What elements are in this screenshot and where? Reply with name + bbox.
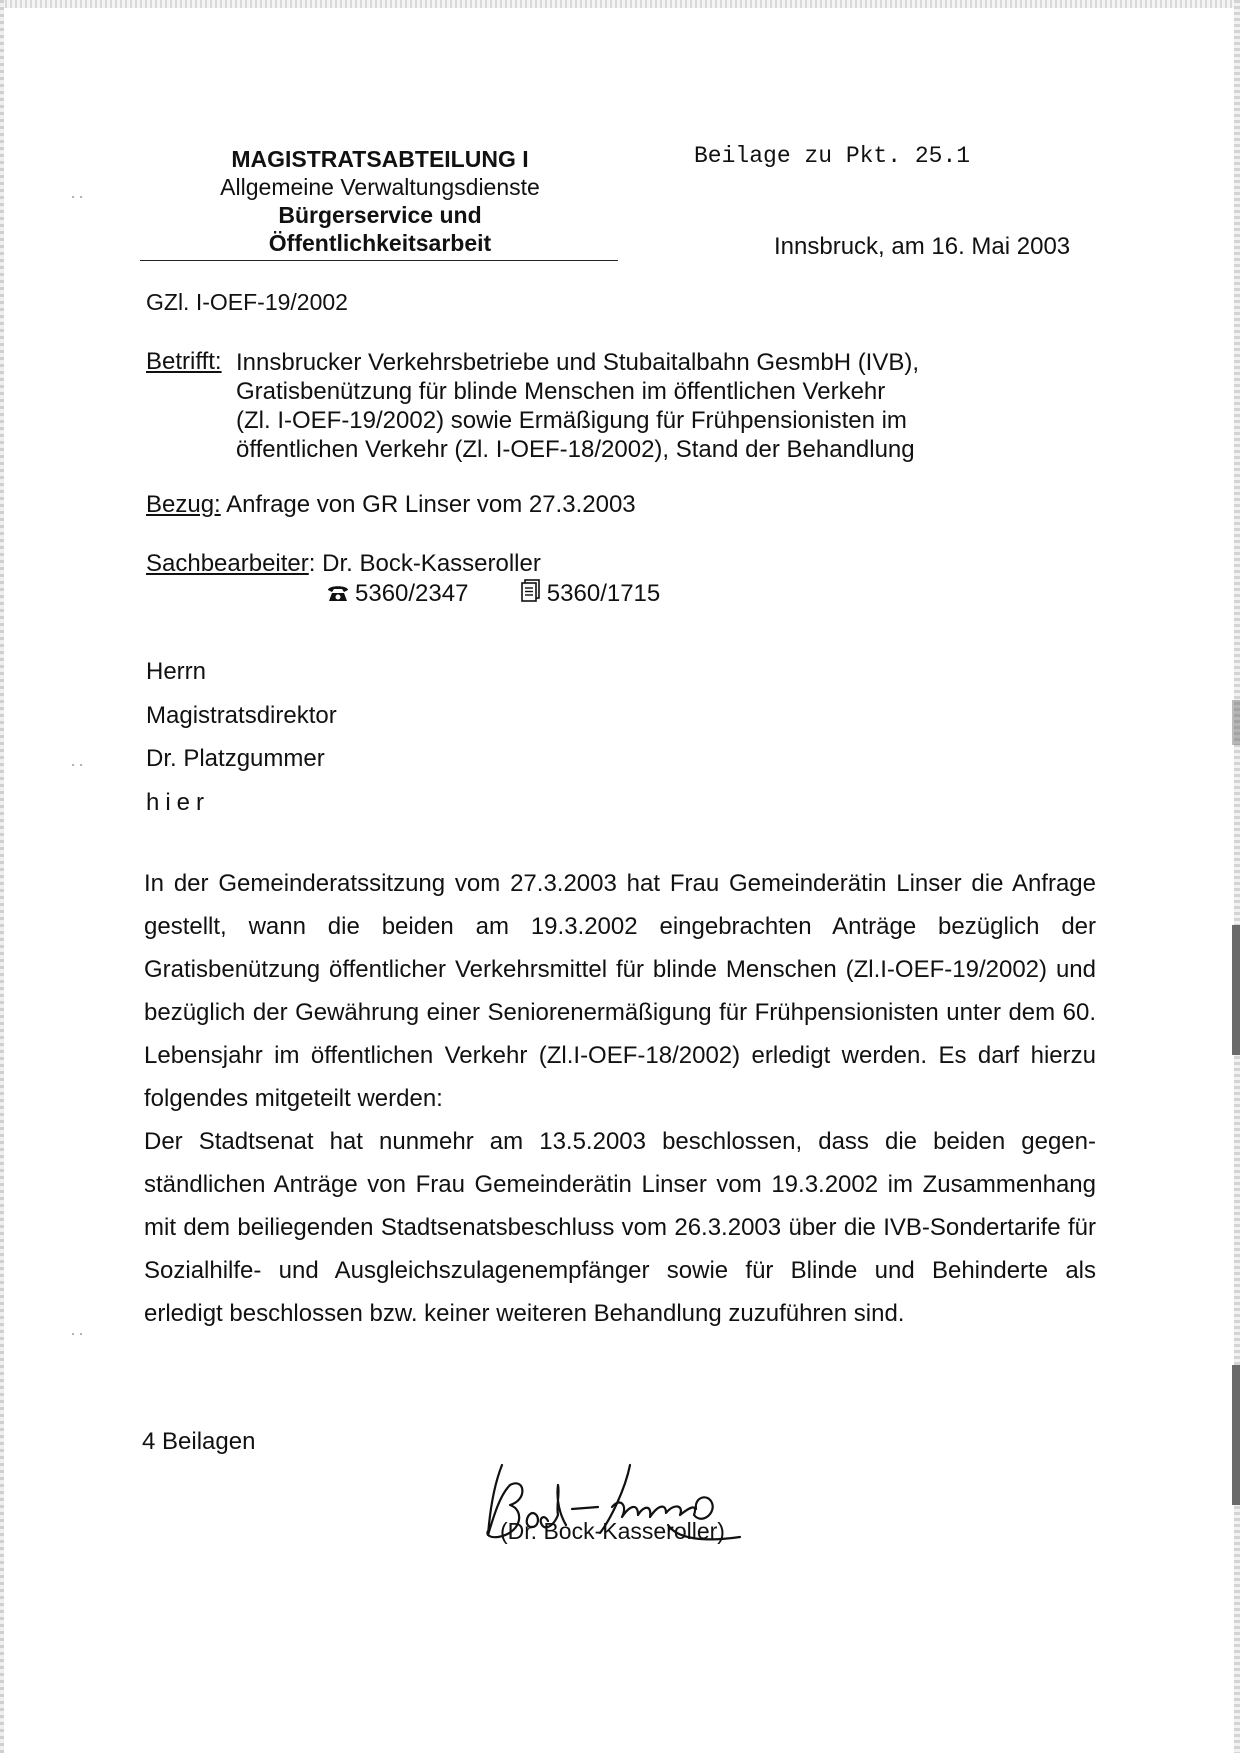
scan-mark: [1232, 1365, 1240, 1505]
subject-text: [236, 348, 996, 464]
subject-line: (Zl. I-OEF-19/2002) sowie Ermäßigung für Frühpensionisten im: [236, 407, 907, 434]
case-officer-name: Dr. Bock-Kasseroller: [322, 550, 541, 577]
subject-label: [146, 348, 222, 376]
case-officer-line: [146, 550, 541, 578]
recipient-address: [146, 650, 337, 824]
contact-numbers: [326, 579, 660, 610]
file-number: GZl. I-OEF-19/2002: [146, 289, 348, 315]
attachment-note: Beilage zu Pkt. 25.1: [694, 143, 971, 169]
subject-label-text: Betrifft:: [146, 348, 222, 375]
telephone-icon: [326, 582, 350, 610]
subject-line: öffentlichen Verkehr (Zl. I-OEF-18/2002), Stand der Behandlung: [236, 436, 915, 463]
reference-label: Bezug:: [146, 491, 221, 518]
fax-number: 5360/1715: [546, 580, 661, 607]
scan-speck: [72, 196, 74, 198]
scan-speck: [80, 764, 82, 766]
body-paragraph: In der Gemeinderatssitzung vom 27.3.2003 hat Frau Gemeinderätin Linser die Anfrage gestellt, wann die beiden am 19.3.2002 eingebrachten Anträge bezüglich der Gratisbenützung öffentlicher Verkehrsmittel für blinde Menschen (Zl.I-OEF-19/2002) und bezüglich der Gewährung einer Seniorenermäßigung für Frühpensionisten unter dem 60. Lebensjahr im öffentlichen Verkehr (Zl.I-OEF-18/2002) erledigt werden. Es darf hierzu folgendes mitgeteilt werden:: [144, 870, 1096, 1112]
scan-speck: [72, 1333, 74, 1335]
unit-name-line1: Bürgerservice und: [278, 202, 482, 228]
scan-speck: [80, 1333, 82, 1335]
case-officer-colon: :: [308, 550, 316, 577]
letterhead-divider: [140, 260, 618, 261]
reference-text: Anfrage von GR Linser vom 27.3.2003: [226, 491, 636, 518]
recipient-title: Magistratsdirektor: [146, 701, 337, 729]
letter-body: [144, 862, 1096, 1335]
recipient-name: Dr. Platzgummer: [146, 745, 325, 773]
scan-speck: [72, 764, 74, 766]
scan-mark: [1232, 700, 1240, 745]
recipient-salutation: Herrn: [146, 658, 207, 685]
enclosures-note: 4 Beilagen: [142, 1428, 256, 1455]
case-officer-label: Sachbearbeiter: [146, 550, 309, 577]
scan-edge-top: [0, 0, 1240, 8]
place-date: Innsbruck, am 16. Mai 2003: [774, 233, 1071, 260]
scan-speck: [80, 196, 82, 198]
scan-mark: [1232, 925, 1240, 1055]
fax-icon: [520, 579, 542, 610]
division-name: Allgemeine Verwaltungsdienste: [220, 174, 540, 200]
phone-number: 5360/2347: [355, 580, 469, 607]
body-paragraph: Der Stadtsenat hat nunmehr am 13.5.2003 beschlossen, dass die beiden gegenständlichen Anträge von Frau Gemeinderätin Linser vom 19.3.2002 im Zusammenhang mit dem beiliegenden Stadtsenatsbeschluss vom 26.3.2003 über die IVB-Sondertarife für Sozialhilfe- und Ausgleichszulagenempfänger sowie für Blinde und Behinderte als erledigt beschlossen bzw. keiner weiteren Behandlung zuzuführen sind.: [144, 1128, 1096, 1327]
signer-name: (Dr. Bock-Kasseroller): [500, 1518, 725, 1544]
reference-line: [146, 491, 636, 519]
recipient-location: hier: [146, 788, 211, 816]
department-name: MAGISTRATSABTEILUNG I: [231, 146, 529, 172]
letterhead: [140, 145, 620, 257]
scan-edge-left: [0, 0, 4, 1753]
unit-name-line2: Öffentlichkeitsarbeit: [268, 230, 492, 256]
subject-line: Gratisbenützung für blinde Menschen im öffentlichen Verkehr: [236, 378, 886, 405]
subject-line: Innsbrucker Verkehrsbetriebe und Stubaitalbahn GesmbH (IVB),: [236, 349, 920, 376]
